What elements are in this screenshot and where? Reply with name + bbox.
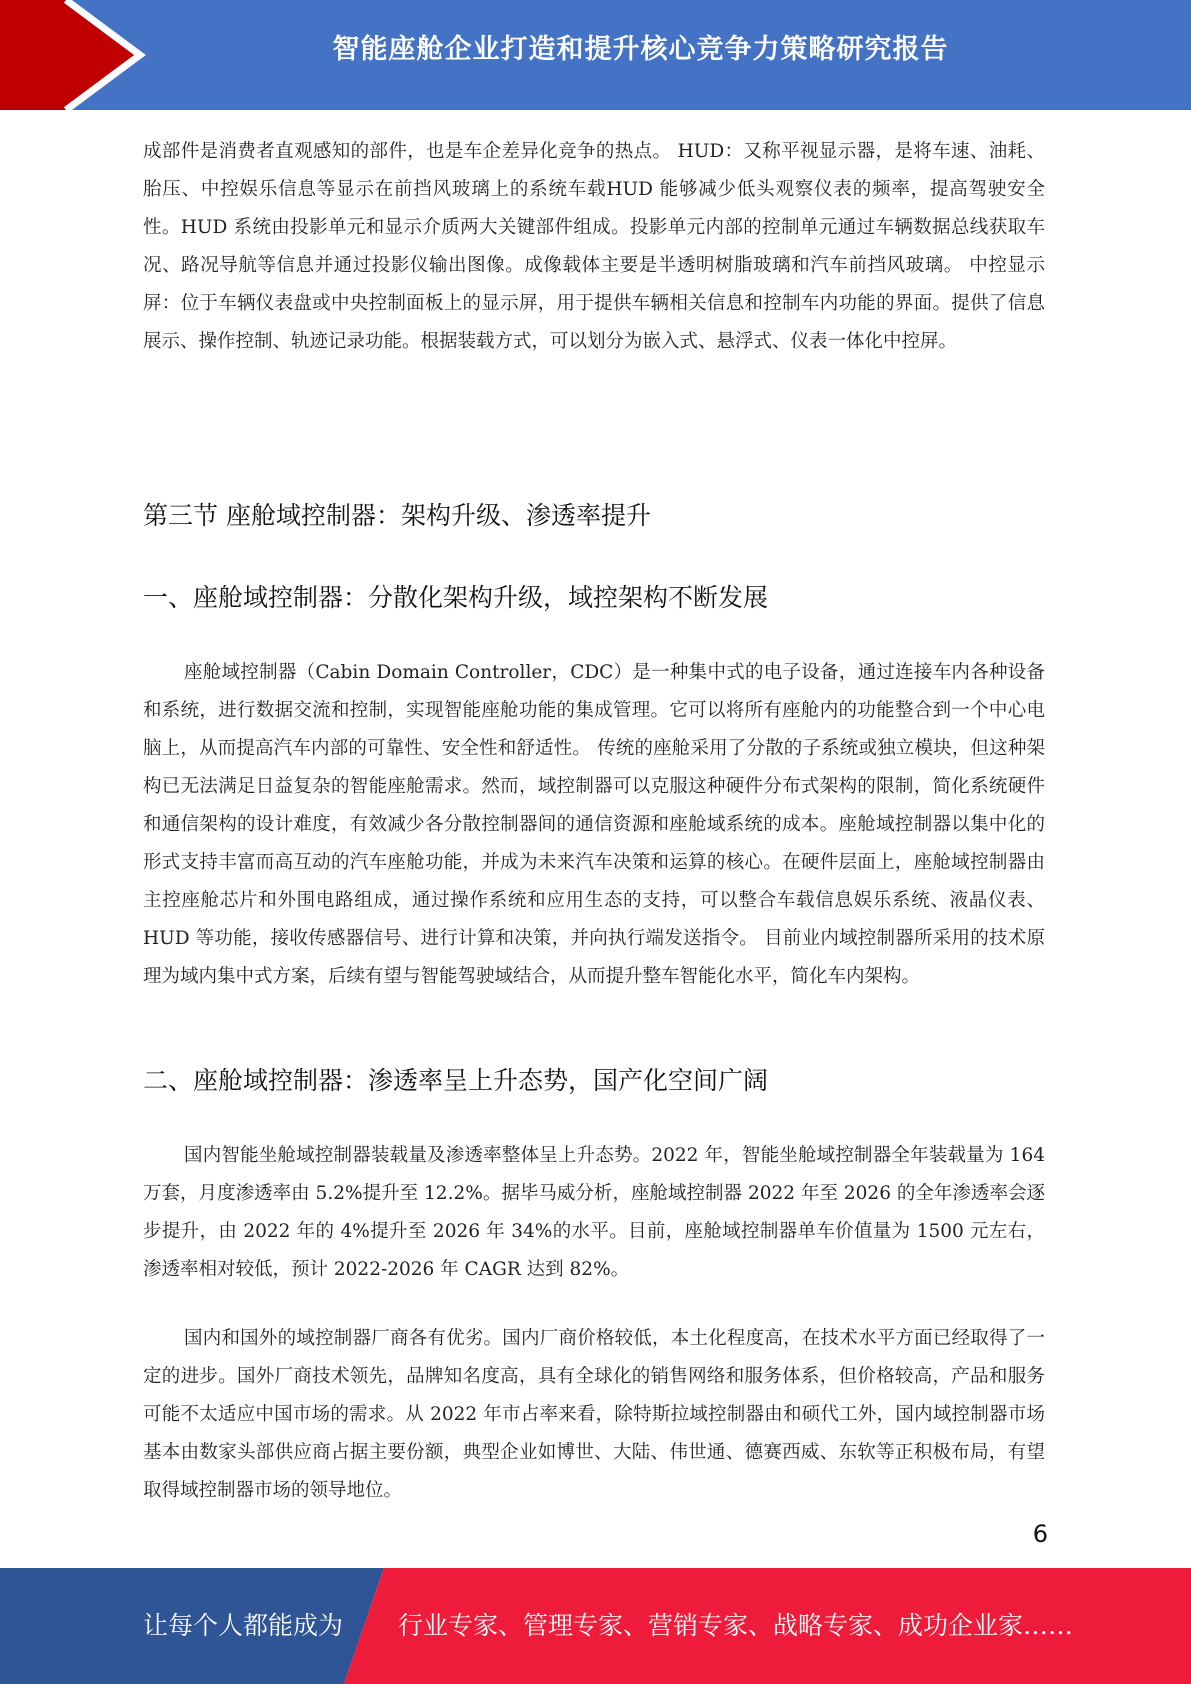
intro-paragraph: 成部件是消费者直观感知的部件，也是车企差异化竞争的热点。 HUD：又称平视显示器，是将车速、油耗、胎压、中控娱乐信息等显示在前挡风玻璃上的系统车载HUD 能够减少低头观察仪表的频率，提高驾驶安全性。HUD 系统由投影单元和显示介质两大关键部件组成。投影单元内部的控制单元通过车辆数据总线获取车况、路况导航等信息并通过投影仪输出图像。成像载体主要是半透明树脂玻璃和汽车前挡风玻璃。 中控显示屏：位于车辆仪表盘或中央控制面板上的显示屏，用于提供车辆相关信息和控制车内功能的界面。提供了信息展示、操作控制、轨迹记录功能。根据装载方式，可以划分为嵌入式、悬浮式、仪表一体化中控屏。	[143, 141, 1045, 352]
page-footer	[0, 1568, 1191, 1684]
intro-block	[143, 133, 1045, 361]
section-heading: 第三节 座舱域控制器：架构升级、渗透率提升	[143, 501, 651, 530]
header-chevron-icon	[0, 0, 160, 110]
subsection-1-paragraph: 座舱域控制器（Cabin Domain Controller，CDC）是一种集中式的电子设备，通过连接车内各种设备和系统，进行数据交流和控制，实现智能座舱功能的集成管理。它可以将所有座舱内的功能整合到一个中心电脑上，从而提高汽车内部的可靠性、安全性和舒适性。 传统的座舱采用了分散的子系统或独立模块，但这种架构已无法满足日益复杂的智能座舱需求。然而，域控制器可以克服这种硬件分布式架构的限制，简化系统硬件和通信架构的设计难度，有效减少各分散控制器间的通信资源和座舱域系统的成本。座舱域控制器以集中化的形式支持丰富而高互动的汽车座舱功能，并成为未来汽车决策和运算的核心。在硬件层面上，座舱域控制器由主控座舱芯片和外围电路组成，通过操作系统和应用生态的支持，可以整合车载信息娱乐系统、液晶仪表、HUD 等功能，接收传感器信号、进行计算和决策，并向执行端发送指令。 目前业内域控制器所采用的技术原理为域内集中式方案，后续有望与智能驾驶域结合，从而提升整车智能化水平，简化车内架构。	[143, 662, 1045, 987]
report-title: 智能座舱企业打造和提升核心竞争力策略研究报告	[332, 34, 949, 65]
footer-slogan-left: 让每个人都能成为	[143, 1611, 344, 1640]
subsection-heading-1: 一、座舱域控制器：分散化架构升级，域控架构不断发展	[143, 583, 769, 612]
page-header	[0, 0, 1191, 110]
subsection-heading-2: 二、座舱域控制器：渗透率呈上升态势，国产化空间广阔	[143, 1066, 769, 1095]
subsection-1-block	[143, 654, 1045, 996]
footer-slogan-right: 行业专家、管理专家、营销专家、战略专家、成功企业家……	[398, 1611, 1074, 1640]
subsection-2-paragraph-1: 国内智能坐舱域控制器装载量及渗透率整体呈上升态势。2022 年，智能坐舱域控制器全年装载量为 164 万套，月度渗透率由 5.2%提升至 12.2%。据毕马威分析，座舱域控制器 2022 年至 2026 的全年渗透率会逐步提升，由 2022 年的 4%提升至 2026 年 34%的水平。目前，座舱域控制器单车价值量为 1500 元左右，渗透率相对较低，预计 2022-2026 年 CAGR 达到 82%。	[143, 1145, 1045, 1280]
subsection-2-paragraph-2: 国内和国外的域控制器厂商各有优劣。国内厂商价格较低，本土化程度高，在技术水平方面已经取得了一定的进步。国外厂商技术领先，品牌知名度高，具有全球化的销售网络和服务体系，但价格较高，产品和服务可能不太适应中国市场的需求。从 2022 年市占率来看，除特斯拉域控制器由和硕代工外，国内域控制器市场基本由数家头部供应商占据主要份额，典型企业如博世、大陆、伟世通、德赛西威、东软等正积极布局，有望取得域控制器市场的领导地位。	[143, 1328, 1045, 1501]
page-number: 6	[1032, 1520, 1048, 1548]
subsection-2-block-b	[143, 1320, 1045, 1510]
subsection-2-block-a	[143, 1137, 1045, 1289]
